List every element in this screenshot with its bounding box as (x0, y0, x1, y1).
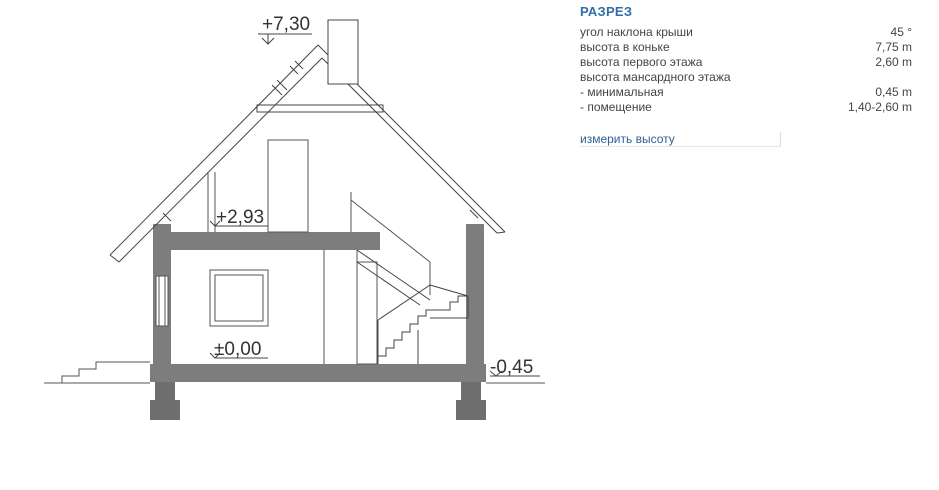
spec-row (580, 40, 912, 55)
ground-slab (150, 364, 486, 382)
spec-label: высота в коньке (580, 40, 670, 54)
attic-slab (171, 232, 380, 250)
level-marker-attic (210, 207, 268, 228)
spec-row (580, 25, 912, 40)
level-label-foundation: -0,45 (490, 357, 534, 378)
spec-row (580, 70, 912, 85)
level-label-ridge: +7,30 (262, 14, 311, 35)
spec-row (580, 100, 912, 115)
spec-value: 0,45 m (875, 85, 912, 99)
section-info-panel (580, 4, 912, 147)
spec-value: 45 ° (890, 25, 912, 39)
spec-label: высота мансардного этажа (580, 70, 731, 84)
spec-value: 7,75 m (875, 40, 912, 54)
spec-value: 1,40-2,60 m (847, 100, 912, 114)
spec-label: угол наклона крыши (580, 25, 693, 39)
level-label-attic: +2,93 (216, 207, 265, 228)
spec-row (580, 85, 912, 100)
spec-label: - минимальная (580, 85, 664, 99)
spec-label: - помещение (580, 100, 652, 114)
level-marker-ground (210, 339, 268, 360)
measure-height-link[interactable]: измерить высоту (580, 132, 781, 147)
spec-label: высота первого этажа (580, 55, 703, 69)
section-title: РАЗРЕЗ (580, 4, 633, 19)
chimney (328, 20, 358, 84)
spec-row (580, 55, 912, 70)
spec-value: 2,60 m (875, 55, 912, 69)
left-window-jamb (156, 276, 168, 326)
level-label-ground: ±0,00 (214, 339, 262, 360)
level-marker-foundation (490, 357, 540, 378)
level-marker-ridge (258, 14, 312, 44)
staircase (357, 250, 468, 364)
